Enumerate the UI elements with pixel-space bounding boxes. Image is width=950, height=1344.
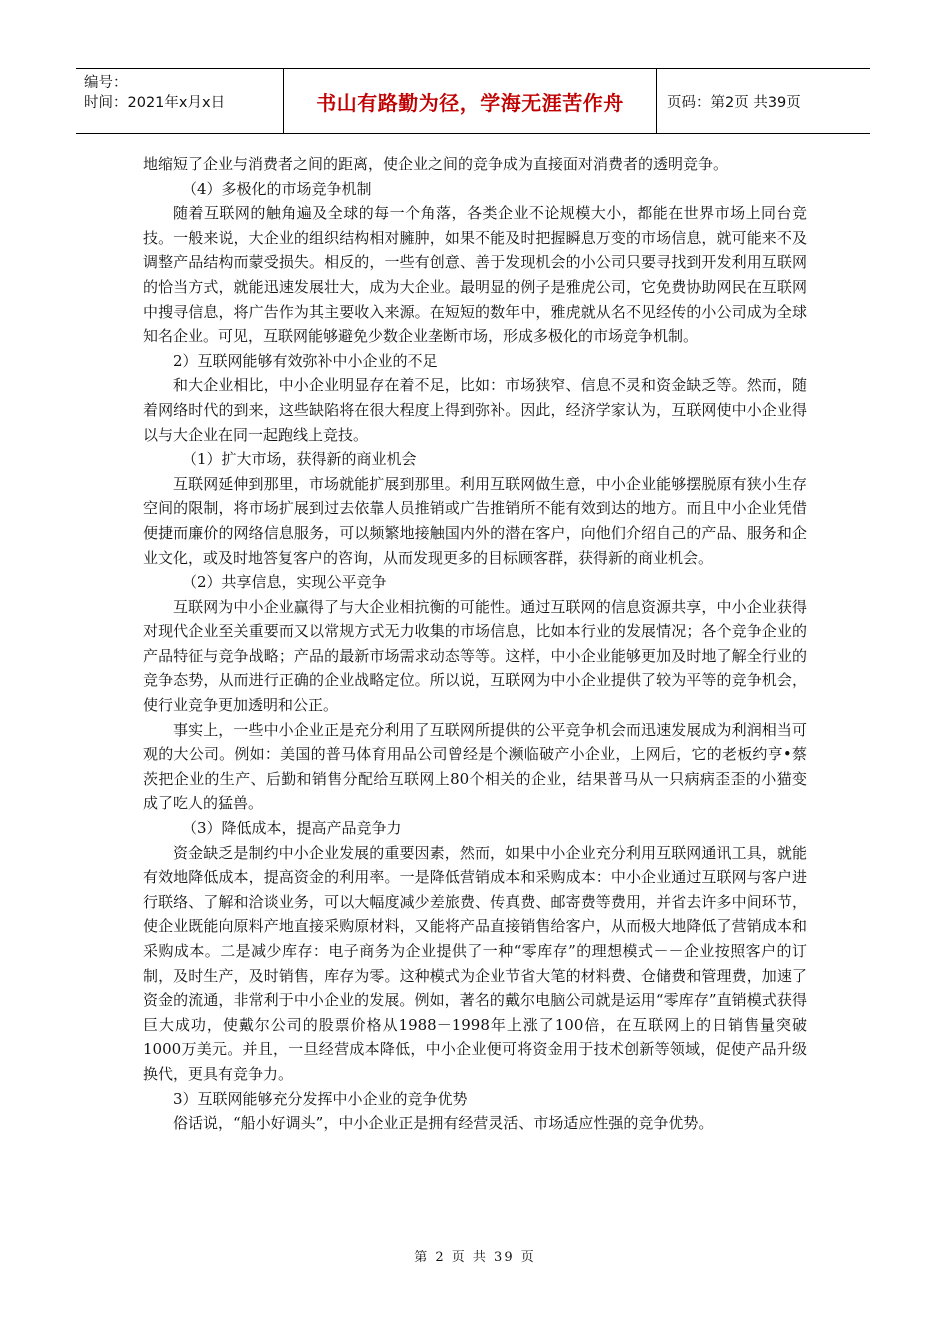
header-meta — [76, 69, 284, 133]
paragraph: 地缩短了企业与消费者之间的距离，使企业之间的竞争成为直接面对消费者的透明竞争。 — [143, 155, 729, 173]
header-page-info: 页码：第2页 共39页 — [667, 94, 801, 111]
subsection-heading: （3）降低成本，提高产品竞争力 — [182, 819, 402, 838]
doc-time-label: 时间：2021年x月x日 — [84, 95, 226, 111]
subsection-heading: （4）多极化的市场竞争机制 — [182, 179, 372, 198]
page-header — [76, 68, 870, 134]
paragraph: 俗话说，“船小好调头”，中小企业正是拥有经营灵活、市场适应性强的竞争优势。 — [173, 1114, 714, 1133]
section-heading: 2）互联网能够有效弥补中小企业的不足 — [173, 351, 438, 370]
subsection-heading: （1）扩大市场，获得新的商业机会 — [182, 450, 417, 469]
doc-number-label: 编号： — [84, 75, 128, 91]
paragraph: 资金缺乏是制约中小企业发展的重要因素，然而，如果中小企业充分利用互联网通讯工具，就能有效地降低成本，提高资金的利用率。一是降低营销成本和采购成本：中小企业通过互联网与客户进行联络、了解和洽谈业务，可以大幅度减少差旅费、传真费、邮寄费等费用，并省去许多中间环节，使企业既能向原料产地直接采购原材料，又能将产品直接销售给客户，从而极大地降低了营销成本和采购成本。二是减少库存：电子商务为企业提供了一种“零库存”的理想模式－－企业按照客户的订制，及时生产，及时销售，库存为零。这种模式为企业节省大笔的材料费、仓储费和管理费，加速了资金的流通，非常利于中小企业的发展。例如，著名的戴尔电脑公司就是运用“零库存”直销模式获得巨大成功，使戴尔公司的股票价格从1988－1998年上涨了100倍，在互联网上的日销售量突破1000万美元。并且，一旦经营成本降低，中小企业便可将资金用于技术创新等领域，促使产品升级换代，更具有竞争力。 — [143, 843, 807, 1083]
paragraph: 和大企业相比，中小企业明显存在着不足，比如：市场狭窄、信息不灵和资金缺乏等。然而，随着网络时代的到来，这些缺陷将在很大程度上得到弥补。因此，经济学家认为，互联网使中小企业得以与大企业在同一起跑线上竞技。 — [143, 376, 807, 444]
header-motto: 书山有路勤为径，学海无涯苦作舟 — [284, 69, 657, 133]
paragraph: 互联网为中小企业赢得了与大企业相抗衡的可能性。通过互联网的信息资源共享，中小企业获得对现代企业至关重要而又以常规方式无力收集的市场信息，比如本行业的发展情况；各个竞争企业的产品特征与竞争战略；产品的最新市场需求动态等等。这样，中小企业能够更加及时地了解全行业的竞争态势，从而进行正确的企业战略定位。所以说，互联网为中小企业提供了较为平等的竞争机会，使行业竞争更加透明和公正。 — [143, 597, 807, 715]
paragraph: 互联网延伸到那里，市场就能扩展到那里。利用互联网做生意，中小企业能够摆脱原有狭小生存空间的限制，将市场扩展到过去依靠人员推销或广告推销所不能有效到达的地方。而且中小企业凭借便捷而廉价的网络信息服务，可以频繁地接触国内外的潜在客户，向他们介绍自己的产品、服务和企业文化，或及时地答复客户的咨询，从而发现更多的目标顾客群，获得新的商业机会。 — [143, 474, 807, 567]
paragraph: 随着互联网的触角遍及全球的每一个角落，各类企业不论规模大小，都能在世界市场上同台竞技。一般来说，大企业的组织结构相对臃肿，如果不能及时把握瞬息万变的市场信息，就可能来不及调整产品结构而蒙受损失。相反的，一些有创意、善于发现机会的小公司只要寻找到开发利用互联网的恰当方式，就能迅速发展壮大，成为大企业。最明显的例子是雅虎公司，它免费协助网民在互联网中搜寻信息，将广告作为其主要收入来源。在短短的数年中，雅虎就从名不见经传的小公司成为全球知名企业。可见，互联网能够避免少数企业垄断市场，形成多极化的市场竞争机制。 — [143, 204, 807, 346]
section-heading: 3）互联网能够充分发挥中小企业的竞争优势 — [173, 1089, 468, 1108]
document-body — [143, 152, 807, 1136]
paragraph: 事实上，一些中小企业正是充分利用了互联网所提供的公平竞争机会而迅速发展成为利润相当可观的大公司。例如：美国的普马体育用品公司曾经是个濒临破产小企业，上网后，它的老板约亨•蔡茨把企业的生产、后勤和销售分配给互联网上80个相关的企业，结果普马从一只病病歪歪的小猫变成了吃人的猛兽。 — [143, 720, 807, 813]
subsection-heading: （2）共享信息，实现公平竞争 — [182, 573, 387, 592]
page-footer: 第 2 页 共 39 页 — [414, 1250, 536, 1265]
